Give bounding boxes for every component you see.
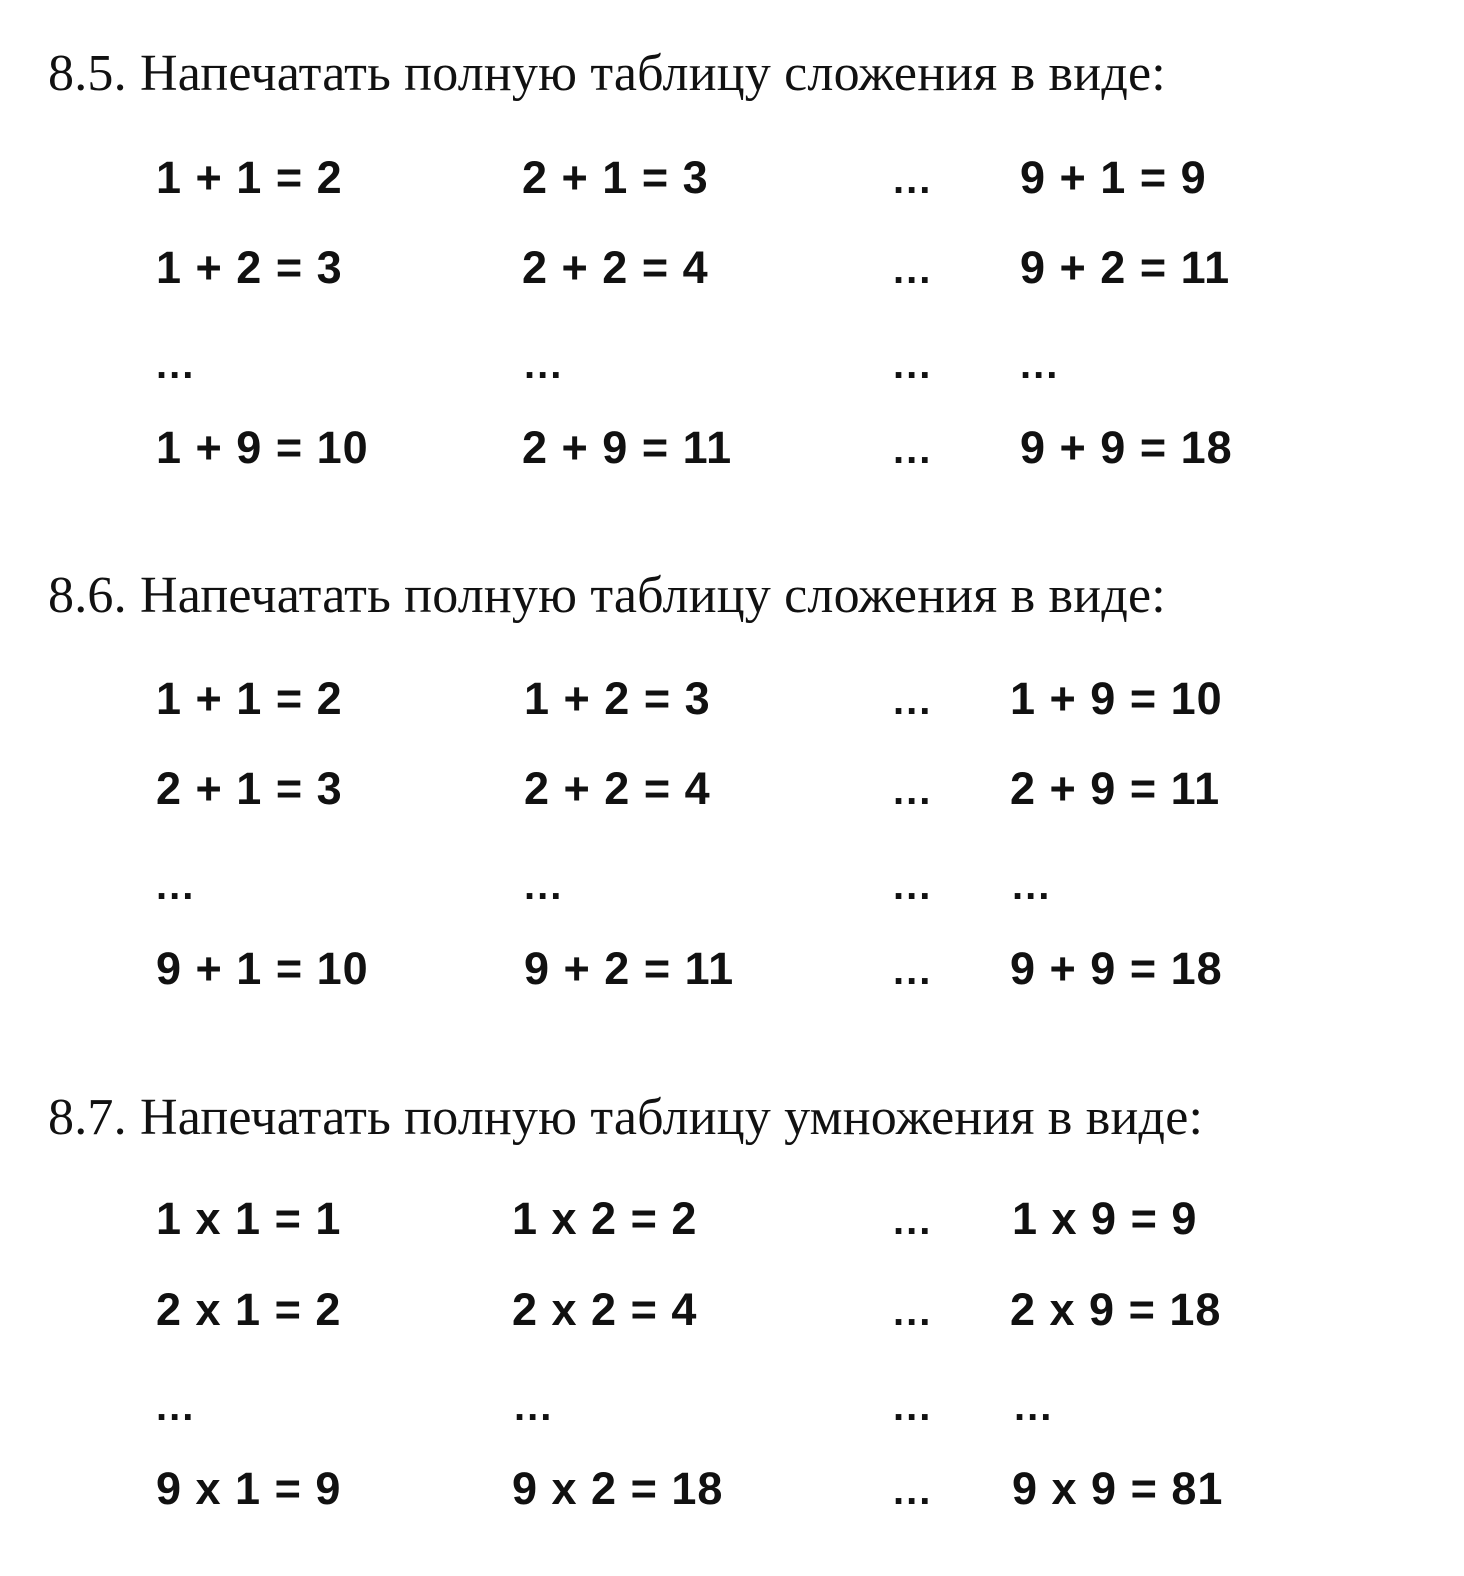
ellipsis: ... bbox=[893, 1199, 933, 1243]
ellipsis: ... bbox=[893, 158, 933, 202]
table-cell: 9 + 1 = 9 bbox=[1020, 152, 1207, 203]
table-cell: 2 + 9 = 11 bbox=[522, 422, 733, 473]
table-cell: 9 x 2 = 18 bbox=[512, 1463, 724, 1514]
table-cell: 9 + 9 = 18 bbox=[1010, 943, 1223, 994]
ellipsis: ... bbox=[156, 864, 196, 908]
ellipsis: ... bbox=[893, 864, 933, 908]
table-cell: 1 x 1 = 1 bbox=[156, 1193, 342, 1244]
ellipsis: ... bbox=[893, 1469, 933, 1513]
table-cell: 1 x 9 = 9 bbox=[1012, 1193, 1198, 1244]
problem-8-6-heading: 8.6. Напечатать полную таблицу сложения в виде: bbox=[48, 567, 1166, 624]
ellipsis: ... bbox=[893, 1290, 933, 1334]
ellipsis: ... bbox=[893, 769, 933, 813]
table-cell: 2 + 2 = 4 bbox=[522, 242, 709, 293]
ellipsis: ... bbox=[156, 1385, 196, 1429]
table-cell: 2 x 9 = 18 bbox=[1010, 1284, 1222, 1335]
table-cell: 2 + 1 = 3 bbox=[522, 152, 709, 203]
ellipsis: ... bbox=[1020, 343, 1060, 387]
ellipsis: ... bbox=[524, 343, 564, 387]
table-cell: 9 x 1 = 9 bbox=[156, 1463, 342, 1514]
table-cell: 2 + 1 = 3 bbox=[156, 763, 343, 814]
table-cell: 2 + 2 = 4 bbox=[524, 763, 711, 814]
table-cell: 2 x 1 = 2 bbox=[156, 1284, 342, 1335]
ellipsis: ... bbox=[893, 428, 933, 472]
table-cell: 1 + 1 = 2 bbox=[156, 152, 343, 203]
ellipsis: ... bbox=[893, 949, 933, 993]
table-cell: 1 + 2 = 3 bbox=[156, 242, 343, 293]
table-cell: 1 + 2 = 3 bbox=[524, 673, 711, 724]
ellipsis: ... bbox=[893, 1385, 933, 1429]
table-cell: 9 + 2 = 11 bbox=[524, 943, 735, 994]
table-cell: 2 x 2 = 4 bbox=[512, 1284, 698, 1335]
table-cell: 9 + 2 = 11 bbox=[1020, 242, 1231, 293]
table-cell: 1 + 9 = 10 bbox=[156, 422, 369, 473]
table-cell: 2 + 9 = 11 bbox=[1010, 763, 1221, 814]
problem-8-5-heading: 8.5. Напечатать полную таблицу сложения в виде: bbox=[48, 45, 1166, 102]
table-cell: 9 + 1 = 10 bbox=[156, 943, 369, 994]
table-cell: 1 x 2 = 2 bbox=[512, 1193, 698, 1244]
ellipsis: ... bbox=[893, 679, 933, 723]
table-cell: 9 x 9 = 81 bbox=[1012, 1463, 1224, 1514]
ellipsis: ... bbox=[524, 864, 564, 908]
problem-8-7-heading: 8.7. Напечатать полную таблицу умножения в виде: bbox=[48, 1089, 1204, 1146]
ellipsis: ... bbox=[514, 1385, 554, 1429]
table-cell: 1 + 9 = 10 bbox=[1010, 673, 1223, 724]
ellipsis: ... bbox=[893, 248, 933, 292]
ellipsis: ... bbox=[156, 343, 196, 387]
table-cell: 1 + 1 = 2 bbox=[156, 673, 343, 724]
ellipsis: ... bbox=[1012, 864, 1052, 908]
ellipsis: ... bbox=[1014, 1385, 1054, 1429]
ellipsis: ... bbox=[893, 343, 933, 387]
table-cell: 9 + 9 = 18 bbox=[1020, 422, 1233, 473]
